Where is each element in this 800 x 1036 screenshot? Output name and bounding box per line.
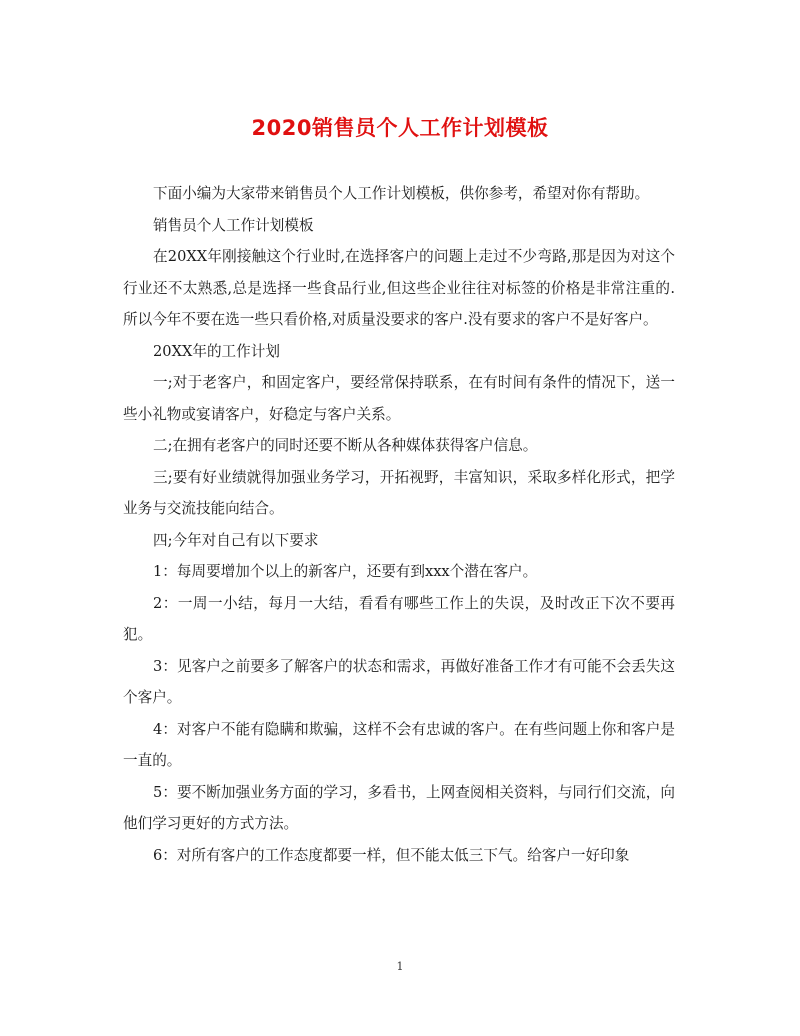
background-paragraph: 在20XX年刚接触这个行业时,在选择客户的问题上走过不少弯路,那是因为对这个行业还不太熟悉,总是选择一些食品行业,但这些企业往往对标签的价格是非常注重的.所以今年不要在选一些只看价格,对质量没要求的客户.没有要求的客户不是好客户。: [123, 248, 675, 328]
document-title: 2020销售员个人工作计划模板: [251, 116, 549, 140]
intro-paragraph: 下面小编为大家带来销售员个人工作计划模板，供你参考，希望对你有帮助。: [153, 185, 650, 202]
plan-item-2: 二;在拥有老客户的同时还要不断从各种媒体获得客户信息。: [153, 437, 538, 454]
plan-heading: 20XX年的工作计划: [153, 342, 280, 360]
requirement-4: 4：对客户不能有隐瞒和欺骗，这样不会有忠诚的客户。在有些问题上你和客户是一直的。: [123, 720, 675, 769]
plan-item-1: 一;对于老客户，和固定客户，要经常保持联系，在有时间有条件的情况下，送一些小礼物或宴请客户，好稳定与客户关系。: [123, 374, 675, 423]
requirement-6: 6：对所有客户的工作态度都要一样，但不能太低三下气。给客户一好印象: [153, 846, 630, 864]
page-number: 1: [396, 960, 404, 973]
plan-item-4: 四;今年对自己有以下要求: [153, 531, 319, 549]
document-body: [123, 178, 675, 871]
requirement-2: 2：一周一小结，每月一大结，看看有哪些工作上的失误，及时改正下次不要再犯。: [123, 594, 675, 643]
section-heading: 销售员个人工作计划模板: [153, 216, 314, 234]
requirement-5: 5：要不断加强业务方面的学习，多看书，上网查阅相关资料，与同行们交流，向他们学习更好的方式方法。: [123, 783, 675, 832]
requirement-3: 3：见客户之前要多了解客户的状态和需求，再做好准备工作才有可能不会丢失这个客户。: [123, 657, 675, 706]
plan-item-3: 三;要有好业绩就得加强业务学习，开拓视野，丰富知识，采取多样化形式，把学业务与交流技能向结合。: [123, 468, 675, 517]
requirement-1: 1：每周要增加个以上的新客户，还要有到xxx个潜在客户。: [153, 563, 538, 580]
